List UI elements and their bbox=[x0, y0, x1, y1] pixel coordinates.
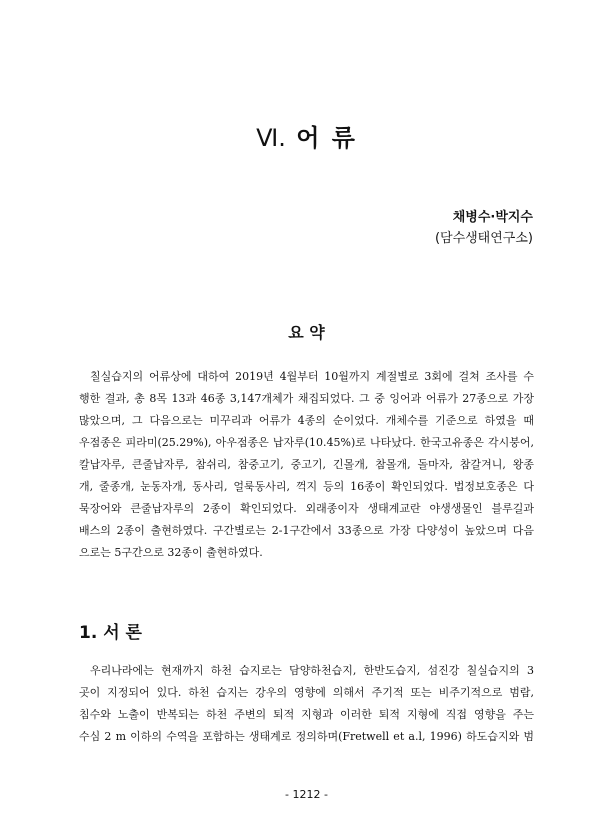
abstract-line: 우점종은 피라미(25.29%), 아우점종은 납자루(10.45%)로 나타났다. 한국고유종은 각시붕어, bbox=[79, 436, 534, 449]
chapter-name: 어 류 bbox=[296, 124, 357, 152]
author-block bbox=[435, 208, 533, 250]
introduction-line: 곳이 지정되어 있다. 하천 습지는 강우의 영향에 의해서 주기적 또는 비주기적으로 범람, bbox=[79, 686, 534, 699]
abstract-line: 개, 줄종개, 눈동자개, 동사리, 얼룩동사리, 꺽지 등의 16종이 확인되었다. 법정보호종은 다 bbox=[79, 480, 534, 493]
introduction-line: 침수와 노출이 반복되는 하천 주변의 퇴적 지형과 이러한 퇴적 지형에 직접 영향을 주는 bbox=[79, 708, 534, 721]
abstract-paragraph bbox=[79, 366, 534, 564]
abstract-line: 칼납자루, 큰줄납자루, 참쉬리, 참중고기, 중고기, 긴몰개, 참몰개, 돌마자, 참갈겨니, 왕종 bbox=[79, 458, 534, 471]
abstract-line: 행한 결과, 총 8목 13과 46종 3,147개체가 채집되었다. 그 중 잉어과 어류가 27종으로 가장 bbox=[79, 392, 534, 405]
abstract-line: 배스의 2종이 출현하였다. 구간별로는 2-1구간에서 33종으로 가장 다양성이 높았으며 다음 bbox=[79, 524, 534, 537]
page-number: - 1212 - bbox=[285, 788, 328, 801]
abstract-line: 묵장어와 큰줄납자루의 2종이 확인되었다. 외래종이자 생태계교란 야생생물인 블루길과 bbox=[79, 502, 534, 515]
author-affiliation: (담수생태연구소) bbox=[434, 231, 533, 246]
author-names: 채병수·박지수 bbox=[452, 210, 533, 225]
abstract-line: 으로는 5구간으로 32종이 출현하였다. bbox=[79, 546, 263, 559]
abstract-line: 많았으며, 그 다음으로는 미꾸리과 어류가 4종의 순이었다. 개체수를 기준으로 하였을 때 bbox=[79, 414, 534, 427]
chapter-title bbox=[0, 118, 613, 153]
introduction-line: 우리나라에는 현재까지 하천 습지로는 담양하천습지, 한반도습지, 섬진강 칠실습지의 3 bbox=[90, 664, 534, 677]
introduction-heading: 1. 서 론 bbox=[79, 623, 142, 643]
introduction-line: 수심 2 m 이하의 수역을 포함하는 생태계로 정의하며(Fretwell et a.l, 1996) 하도습지와 범 bbox=[79, 730, 534, 743]
abstract-heading: 요 약 bbox=[288, 323, 325, 342]
abstract-line: 칠실습지의 어류상에 대하여 2019년 4월부터 10월까지 계절별로 3회에 걸쳐 조사를 수 bbox=[90, 370, 534, 383]
chapter-number: Ⅵ. bbox=[256, 124, 286, 152]
introduction-paragraph bbox=[79, 660, 534, 748]
